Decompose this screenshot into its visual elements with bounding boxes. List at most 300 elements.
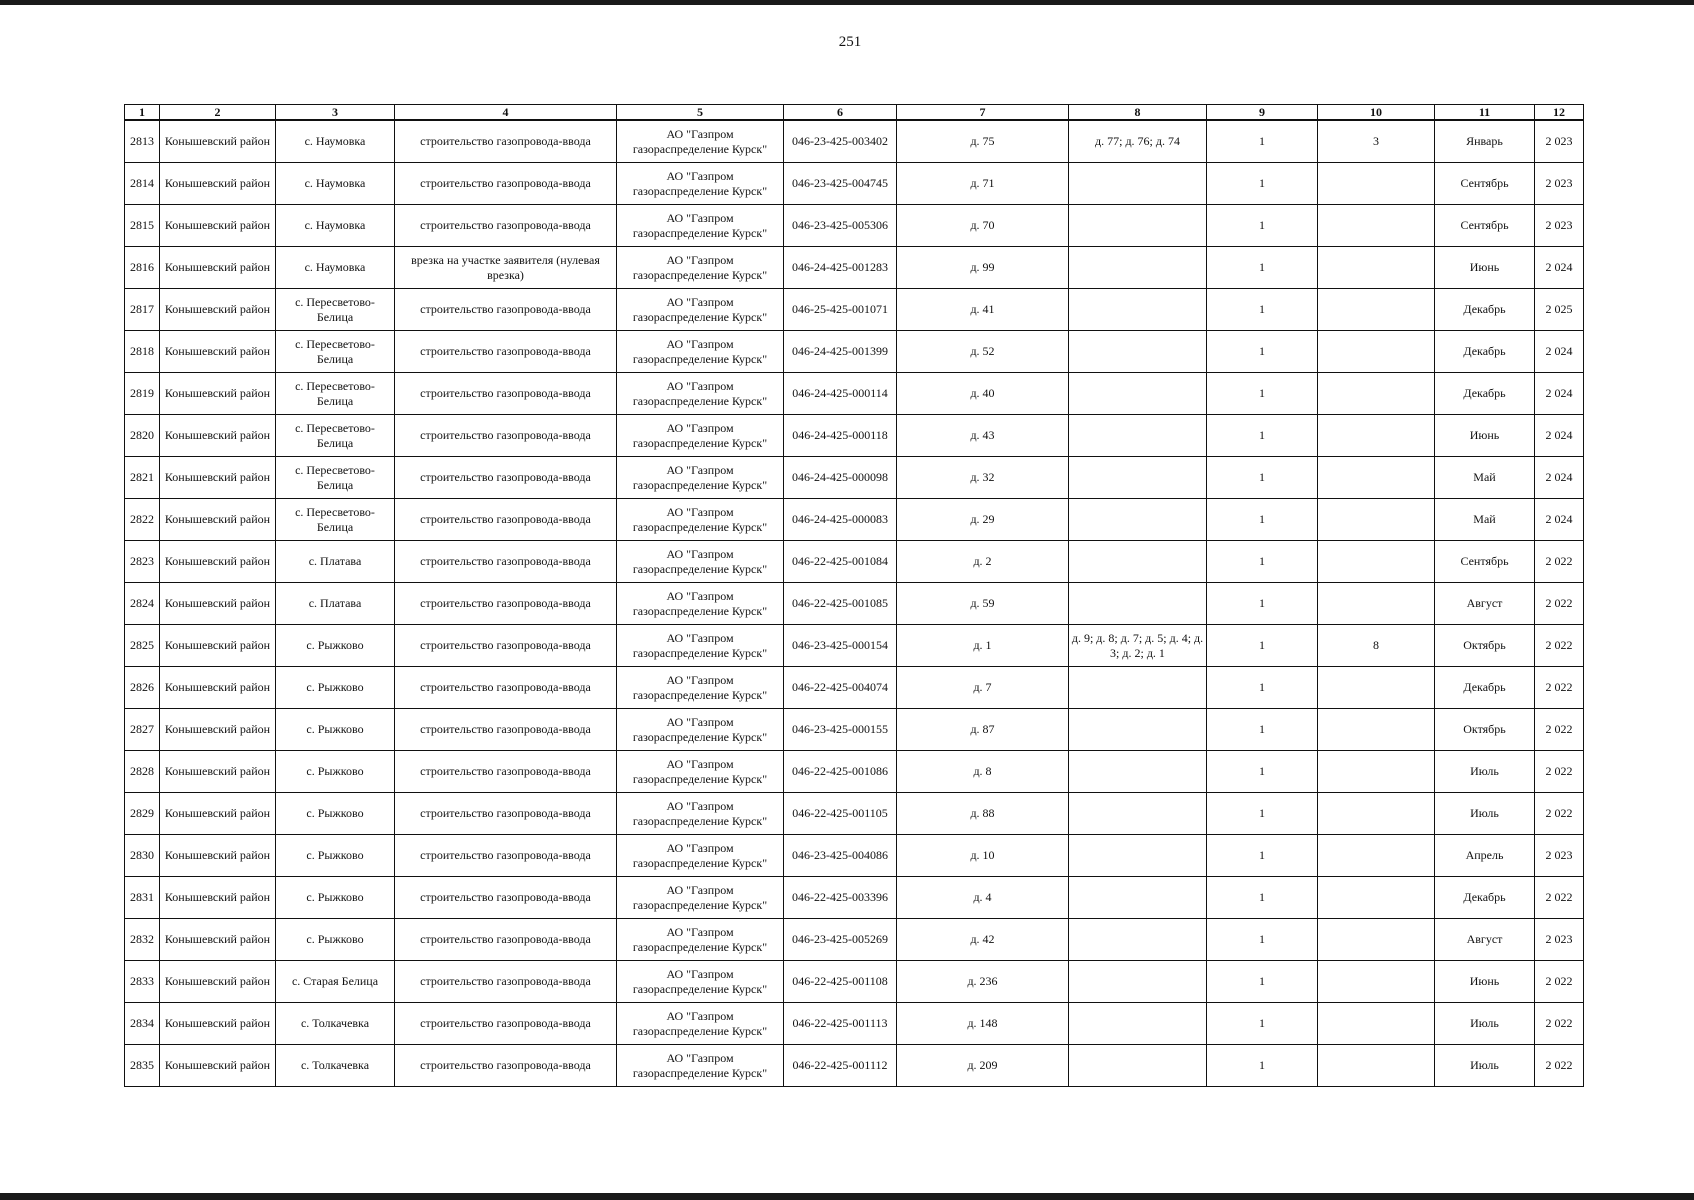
table-row — [125, 751, 1584, 793]
table-header — [125, 105, 1584, 121]
additional-houses-cell — [1069, 541, 1207, 583]
work-type-cell: строительство газопровода-ввода — [395, 205, 617, 247]
work-type-cell: строительство газопровода-ввода — [395, 1045, 617, 1087]
additional-count-cell — [1318, 709, 1435, 751]
house-cell: д. 7 — [897, 667, 1069, 709]
table-row — [125, 373, 1584, 415]
additional-count-cell — [1318, 961, 1435, 1003]
year-cell: 2 022 — [1535, 751, 1584, 793]
application-code-cell: 046-23-425-005306 — [784, 205, 897, 247]
year-cell: 2 022 — [1535, 793, 1584, 835]
month-cell: Сентябрь — [1435, 163, 1535, 205]
application-code-cell: 046-24-425-000083 — [784, 499, 897, 541]
table-row — [125, 919, 1584, 961]
district-cell: Конышевский район — [160, 625, 276, 667]
application-code-cell: 046-23-425-004086 — [784, 835, 897, 877]
work-type-cell: строительство газопровода-ввода — [395, 835, 617, 877]
house-cell: д. 59 — [897, 583, 1069, 625]
count-cell: 1 — [1207, 289, 1318, 331]
additional-houses-cell: д. 77; д. 76; д. 74 — [1069, 120, 1207, 163]
additional-houses-cell: д. 9; д. 8; д. 7; д. 5; д. 4; д. 3; д. 2; д. 1 — [1069, 625, 1207, 667]
district-cell: Конышевский район — [160, 457, 276, 499]
district-cell: Конышевский район — [160, 793, 276, 835]
table-row — [125, 961, 1584, 1003]
work-type-cell: строительство газопровода-ввода — [395, 961, 617, 1003]
house-cell: д. 42 — [897, 919, 1069, 961]
row-number: 2823 — [125, 541, 160, 583]
settlement-cell: с. Рыжково — [276, 709, 395, 751]
additional-houses-cell — [1069, 415, 1207, 457]
application-code-cell: 046-22-425-001085 — [784, 583, 897, 625]
organization-cell: АО "Газпром газораспределение Курск" — [617, 163, 784, 205]
work-type-cell: строительство газопровода-ввода — [395, 919, 617, 961]
year-cell: 2 023 — [1535, 919, 1584, 961]
additional-count-cell — [1318, 247, 1435, 289]
month-cell: Июль — [1435, 793, 1535, 835]
additional-houses-cell — [1069, 247, 1207, 289]
application-code-cell: 046-23-425-000155 — [784, 709, 897, 751]
district-cell: Конышевский район — [160, 163, 276, 205]
year-cell: 2 024 — [1535, 499, 1584, 541]
page-number: 251 — [838, 34, 862, 50]
house-cell: д. 29 — [897, 499, 1069, 541]
settlement-cell: с. Наумовка — [276, 163, 395, 205]
count-cell: 1 — [1207, 793, 1318, 835]
column-header: 12 — [1535, 105, 1584, 121]
table-row — [125, 415, 1584, 457]
work-type-cell: строительство газопровода-ввода — [395, 667, 617, 709]
month-cell: Июнь — [1435, 247, 1535, 289]
month-cell: Август — [1435, 919, 1535, 961]
year-cell: 2 024 — [1535, 373, 1584, 415]
month-cell: Январь — [1435, 120, 1535, 163]
work-type-cell: врезка на участке заявителя (нулевая врезка) — [395, 247, 617, 289]
month-cell: Декабрь — [1435, 331, 1535, 373]
column-header: 4 — [395, 105, 617, 121]
count-cell: 1 — [1207, 625, 1318, 667]
table-row — [125, 1045, 1584, 1087]
table-row — [125, 583, 1584, 625]
column-header: 2 — [160, 105, 276, 121]
count-cell: 1 — [1207, 415, 1318, 457]
additional-houses-cell — [1069, 667, 1207, 709]
additional-count-cell — [1318, 289, 1435, 331]
year-cell: 2 024 — [1535, 331, 1584, 373]
organization-cell: АО "Газпром газораспределение Курск" — [617, 667, 784, 709]
table-row — [125, 247, 1584, 289]
row-number: 2830 — [125, 835, 160, 877]
house-cell: д. 99 — [897, 247, 1069, 289]
month-cell: Сентябрь — [1435, 205, 1535, 247]
house-cell: д. 88 — [897, 793, 1069, 835]
district-cell: Конышевский район — [160, 373, 276, 415]
month-cell: Октябрь — [1435, 625, 1535, 667]
year-cell: 2 022 — [1535, 541, 1584, 583]
work-type-cell: строительство газопровода-ввода — [395, 625, 617, 667]
count-cell: 1 — [1207, 541, 1318, 583]
additional-houses-cell — [1069, 919, 1207, 961]
column-header: 6 — [784, 105, 897, 121]
column-header: 11 — [1435, 105, 1535, 121]
count-cell: 1 — [1207, 1045, 1318, 1087]
column-header: 3 — [276, 105, 395, 121]
house-cell: д. 43 — [897, 415, 1069, 457]
month-cell: Август — [1435, 583, 1535, 625]
district-cell: Конышевский район — [160, 877, 276, 919]
settlement-cell: с. Пересветово-Белица — [276, 457, 395, 499]
year-cell: 2 022 — [1535, 625, 1584, 667]
settlement-cell: с. Рыжково — [276, 793, 395, 835]
house-cell: д. 2 — [897, 541, 1069, 583]
year-cell: 2 023 — [1535, 205, 1584, 247]
house-cell: д. 32 — [897, 457, 1069, 499]
table-row — [125, 793, 1584, 835]
additional-count-cell — [1318, 583, 1435, 625]
district-cell: Конышевский район — [160, 1003, 276, 1045]
organization-cell: АО "Газпром газораспределение Курск" — [617, 877, 784, 919]
row-number: 2818 — [125, 331, 160, 373]
row-number: 2835 — [125, 1045, 160, 1087]
additional-count-cell — [1318, 793, 1435, 835]
house-cell: д. 8 — [897, 751, 1069, 793]
organization-cell: АО "Газпром газораспределение Курск" — [617, 1003, 784, 1045]
additional-count-cell — [1318, 373, 1435, 415]
house-cell: д. 209 — [897, 1045, 1069, 1087]
column-header: 8 — [1069, 105, 1207, 121]
additional-count-cell — [1318, 1003, 1435, 1045]
settlement-cell: с. Пересветово-Белица — [276, 499, 395, 541]
count-cell: 1 — [1207, 1003, 1318, 1045]
house-cell: д. 148 — [897, 1003, 1069, 1045]
additional-count-cell — [1318, 877, 1435, 919]
settlement-cell: с. Пересветово-Белица — [276, 373, 395, 415]
count-cell: 1 — [1207, 247, 1318, 289]
settlement-cell: с. Старая Белица — [276, 961, 395, 1003]
settlement-cell: с. Платава — [276, 541, 395, 583]
additional-houses-cell — [1069, 709, 1207, 751]
year-cell: 2 024 — [1535, 247, 1584, 289]
work-type-cell: строительство газопровода-ввода — [395, 709, 617, 751]
district-cell: Конышевский район — [160, 289, 276, 331]
month-cell: Июль — [1435, 751, 1535, 793]
additional-count-cell — [1318, 541, 1435, 583]
organization-cell: АО "Газпром газораспределение Курск" — [617, 247, 784, 289]
work-type-cell: строительство газопровода-ввода — [395, 415, 617, 457]
count-cell: 1 — [1207, 373, 1318, 415]
table-row — [125, 289, 1584, 331]
work-type-cell: строительство газопровода-ввода — [395, 373, 617, 415]
additional-count-cell — [1318, 163, 1435, 205]
organization-cell: АО "Газпром газораспределение Курск" — [617, 961, 784, 1003]
row-number: 2813 — [125, 120, 160, 163]
row-number: 2822 — [125, 499, 160, 541]
column-header: 7 — [897, 105, 1069, 121]
count-cell: 1 — [1207, 709, 1318, 751]
scan-top-edge — [0, 0, 1694, 5]
work-type-cell: строительство газопровода-ввода — [395, 1003, 617, 1045]
month-cell: Декабрь — [1435, 373, 1535, 415]
year-cell: 2 022 — [1535, 709, 1584, 751]
additional-count-cell — [1318, 457, 1435, 499]
district-cell: Конышевский район — [160, 1045, 276, 1087]
month-cell: Декабрь — [1435, 877, 1535, 919]
column-header: 10 — [1318, 105, 1435, 121]
month-cell: Сентябрь — [1435, 541, 1535, 583]
application-code-cell: 046-22-425-001112 — [784, 1045, 897, 1087]
additional-houses-cell — [1069, 583, 1207, 625]
count-cell: 1 — [1207, 667, 1318, 709]
settlement-cell: с. Пересветово-Белица — [276, 289, 395, 331]
table-body — [125, 120, 1584, 1087]
year-cell: 2 025 — [1535, 289, 1584, 331]
district-cell: Конышевский район — [160, 583, 276, 625]
settlement-cell: с. Пересветово-Белица — [276, 331, 395, 373]
house-cell: д. 236 — [897, 961, 1069, 1003]
row-number: 2827 — [125, 709, 160, 751]
settlement-cell: с. Пересветово-Белица — [276, 415, 395, 457]
additional-houses-cell — [1069, 877, 1207, 919]
district-cell: Конышевский район — [160, 247, 276, 289]
month-cell: Май — [1435, 499, 1535, 541]
table-row — [125, 625, 1584, 667]
settlement-cell: с. Наумовка — [276, 205, 395, 247]
settlement-cell: с. Рыжково — [276, 877, 395, 919]
application-code-cell: 046-25-425-001071 — [784, 289, 897, 331]
year-cell: 2 024 — [1535, 415, 1584, 457]
district-cell: Конышевский район — [160, 961, 276, 1003]
table-row — [125, 709, 1584, 751]
year-cell: 2 023 — [1535, 835, 1584, 877]
additional-count-cell: 8 — [1318, 625, 1435, 667]
district-cell: Конышевский район — [160, 120, 276, 163]
application-code-cell: 046-23-425-003402 — [784, 120, 897, 163]
count-cell: 1 — [1207, 583, 1318, 625]
house-cell: д. 40 — [897, 373, 1069, 415]
organization-cell: АО "Газпром газораспределение Курск" — [617, 793, 784, 835]
row-number: 2816 — [125, 247, 160, 289]
additional-count-cell — [1318, 499, 1435, 541]
district-cell: Конышевский район — [160, 205, 276, 247]
house-cell: д. 1 — [897, 625, 1069, 667]
count-cell: 1 — [1207, 919, 1318, 961]
month-cell: Октябрь — [1435, 709, 1535, 751]
count-cell: 1 — [1207, 751, 1318, 793]
count-cell: 1 — [1207, 961, 1318, 1003]
scan-bottom-edge — [0, 1193, 1694, 1200]
application-code-cell: 046-22-425-003396 — [784, 877, 897, 919]
count-cell: 1 — [1207, 835, 1318, 877]
settlement-cell: с. Толкачевка — [276, 1045, 395, 1087]
district-cell: Конышевский район — [160, 667, 276, 709]
application-code-cell: 046-23-425-005269 — [784, 919, 897, 961]
gasification-register-table — [124, 104, 1584, 1087]
organization-cell: АО "Газпром газораспределение Курск" — [617, 583, 784, 625]
count-cell: 1 — [1207, 163, 1318, 205]
organization-cell: АО "Газпром газораспределение Курск" — [617, 835, 784, 877]
work-type-cell: строительство газопровода-ввода — [395, 120, 617, 163]
settlement-cell: с. Наумовка — [276, 247, 395, 289]
settlement-cell: с. Толкачевка — [276, 1003, 395, 1045]
organization-cell: АО "Газпром газораспределение Курск" — [617, 415, 784, 457]
table-row — [125, 163, 1584, 205]
house-cell: д. 41 — [897, 289, 1069, 331]
table-row — [125, 457, 1584, 499]
row-number: 2833 — [125, 961, 160, 1003]
house-cell: д. 75 — [897, 120, 1069, 163]
application-code-cell: 046-22-425-004074 — [784, 667, 897, 709]
row-number: 2829 — [125, 793, 160, 835]
organization-cell: АО "Газпром газораспределение Курск" — [617, 120, 784, 163]
work-type-cell: строительство газопровода-ввода — [395, 499, 617, 541]
table-row — [125, 541, 1584, 583]
month-cell: Апрель — [1435, 835, 1535, 877]
row-number: 2826 — [125, 667, 160, 709]
table-row — [125, 120, 1584, 163]
column-number-row — [125, 105, 1584, 121]
district-cell: Конышевский район — [160, 751, 276, 793]
row-number: 2831 — [125, 877, 160, 919]
organization-cell: АО "Газпром газораспределение Курск" — [617, 625, 784, 667]
table-row — [125, 877, 1584, 919]
organization-cell: АО "Газпром газораспределение Курск" — [617, 499, 784, 541]
house-cell: д. 10 — [897, 835, 1069, 877]
month-cell: Декабрь — [1435, 289, 1535, 331]
additional-houses-cell — [1069, 373, 1207, 415]
additional-houses-cell — [1069, 289, 1207, 331]
application-code-cell: 046-24-425-001399 — [784, 331, 897, 373]
year-cell: 2 022 — [1535, 961, 1584, 1003]
year-cell: 2 022 — [1535, 583, 1584, 625]
work-type-cell: строительство газопровода-ввода — [395, 163, 617, 205]
application-code-cell: 046-23-425-000154 — [784, 625, 897, 667]
additional-count-cell: 3 — [1318, 120, 1435, 163]
house-cell: д. 4 — [897, 877, 1069, 919]
additional-count-cell — [1318, 835, 1435, 877]
additional-houses-cell — [1069, 163, 1207, 205]
row-number: 2834 — [125, 1003, 160, 1045]
application-code-cell: 046-22-425-001108 — [784, 961, 897, 1003]
organization-cell: АО "Газпром газораспределение Курск" — [617, 1045, 784, 1087]
application-code-cell: 046-24-425-000118 — [784, 415, 897, 457]
organization-cell: АО "Газпром газораспределение Курск" — [617, 751, 784, 793]
additional-count-cell — [1318, 331, 1435, 373]
column-header: 5 — [617, 105, 784, 121]
application-code-cell: 046-24-425-000098 — [784, 457, 897, 499]
settlement-cell: с. Рыжково — [276, 919, 395, 961]
district-cell: Конышевский район — [160, 919, 276, 961]
row-number: 2821 — [125, 457, 160, 499]
count-cell: 1 — [1207, 457, 1318, 499]
table-row — [125, 499, 1584, 541]
additional-count-cell — [1318, 205, 1435, 247]
district-cell: Конышевский район — [160, 331, 276, 373]
house-cell: д. 52 — [897, 331, 1069, 373]
additional-houses-cell — [1069, 751, 1207, 793]
additional-houses-cell — [1069, 793, 1207, 835]
work-type-cell: строительство газопровода-ввода — [395, 751, 617, 793]
application-code-cell: 046-22-425-001105 — [784, 793, 897, 835]
row-number: 2832 — [125, 919, 160, 961]
year-cell: 2 022 — [1535, 667, 1584, 709]
additional-count-cell — [1318, 415, 1435, 457]
application-code-cell: 046-22-425-001086 — [784, 751, 897, 793]
additional-houses-cell — [1069, 331, 1207, 373]
district-cell: Конышевский район — [160, 499, 276, 541]
organization-cell: АО "Газпром газораспределение Курск" — [617, 709, 784, 751]
count-cell: 1 — [1207, 205, 1318, 247]
additional-houses-cell — [1069, 1045, 1207, 1087]
house-cell: д. 70 — [897, 205, 1069, 247]
month-cell: Май — [1435, 457, 1535, 499]
settlement-cell: с. Наумовка — [276, 120, 395, 163]
row-number: 2824 — [125, 583, 160, 625]
month-cell: Июнь — [1435, 961, 1535, 1003]
row-number: 2825 — [125, 625, 160, 667]
table-row — [125, 331, 1584, 373]
application-code-cell: 046-22-425-001113 — [784, 1003, 897, 1045]
row-number: 2828 — [125, 751, 160, 793]
table-row — [125, 667, 1584, 709]
work-type-cell: строительство газопровода-ввода — [395, 331, 617, 373]
work-type-cell: строительство газопровода-ввода — [395, 289, 617, 331]
year-cell: 2 022 — [1535, 877, 1584, 919]
organization-cell: АО "Газпром газораспределение Курск" — [617, 289, 784, 331]
additional-count-cell — [1318, 751, 1435, 793]
settlement-cell: с. Рыжково — [276, 667, 395, 709]
year-cell: 2 023 — [1535, 163, 1584, 205]
additional-houses-cell — [1069, 961, 1207, 1003]
house-cell: д. 71 — [897, 163, 1069, 205]
organization-cell: АО "Газпром газораспределение Курск" — [617, 541, 784, 583]
organization-cell: АО "Газпром газораспределение Курск" — [617, 205, 784, 247]
additional-houses-cell — [1069, 1003, 1207, 1045]
row-number: 2817 — [125, 289, 160, 331]
table-row — [125, 1003, 1584, 1045]
column-header: 1 — [125, 105, 160, 121]
application-code-cell: 046-24-425-001283 — [784, 247, 897, 289]
year-cell: 2 022 — [1535, 1045, 1584, 1087]
table-row — [125, 205, 1584, 247]
row-number: 2815 — [125, 205, 160, 247]
organization-cell: АО "Газпром газораспределение Курск" — [617, 331, 784, 373]
count-cell: 1 — [1207, 120, 1318, 163]
month-cell: Декабрь — [1435, 667, 1535, 709]
year-cell: 2 022 — [1535, 1003, 1584, 1045]
month-cell: Июль — [1435, 1003, 1535, 1045]
additional-houses-cell — [1069, 205, 1207, 247]
work-type-cell: строительство газопровода-ввода — [395, 877, 617, 919]
additional-houses-cell — [1069, 499, 1207, 541]
settlement-cell: с. Рыжково — [276, 835, 395, 877]
month-cell: Июнь — [1435, 415, 1535, 457]
additional-count-cell — [1318, 919, 1435, 961]
year-cell: 2 024 — [1535, 457, 1584, 499]
column-header: 9 — [1207, 105, 1318, 121]
application-code-cell: 046-24-425-000114 — [784, 373, 897, 415]
settlement-cell: с. Платава — [276, 583, 395, 625]
additional-houses-cell — [1069, 835, 1207, 877]
row-number: 2819 — [125, 373, 160, 415]
district-cell: Конышевский район — [160, 709, 276, 751]
row-number: 2814 — [125, 163, 160, 205]
application-code-cell: 046-22-425-001084 — [784, 541, 897, 583]
work-type-cell: строительство газопровода-ввода — [395, 793, 617, 835]
row-number: 2820 — [125, 415, 160, 457]
year-cell: 2 023 — [1535, 120, 1584, 163]
count-cell: 1 — [1207, 877, 1318, 919]
house-cell: д. 87 — [897, 709, 1069, 751]
month-cell: Июль — [1435, 1045, 1535, 1087]
